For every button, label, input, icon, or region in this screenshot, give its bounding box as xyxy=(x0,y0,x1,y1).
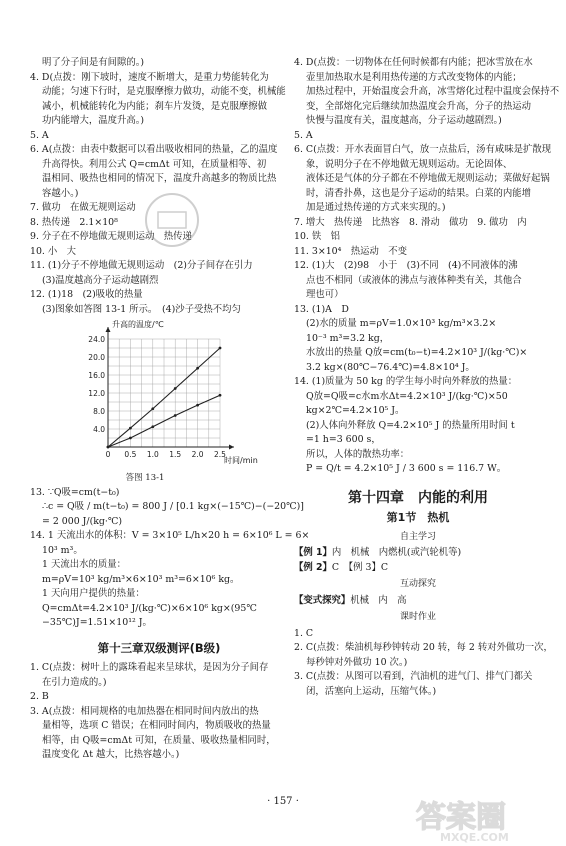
answer-text: C 【例 3】C xyxy=(331,561,389,573)
answer-line: 水放出的热量 Q放=cm(t₀−t)=4.2×10³ J/(kg·℃)× xyxy=(306,347,528,358)
data-point xyxy=(174,387,177,390)
homework-line: 闭，活塞向上运动，压缩气体。) xyxy=(306,685,437,697)
x-tick-label: 1.5 xyxy=(169,450,182,459)
answer-line: m=ρV=10³ kg/m³×6×10³ m³=6×10⁶ kg。 xyxy=(42,573,240,585)
data-point xyxy=(151,425,154,428)
answer-line: 11. 3×10⁴ 热运动 不变 xyxy=(294,245,408,257)
x-axis-label: 时间/min xyxy=(224,456,258,465)
answer-line: 1 天流出水的质量： xyxy=(42,559,126,570)
x-tick-label: 0.5 xyxy=(124,450,137,459)
answer-line: ∴c = Q吸 / m(t−t₀) = 800 J / [0.1 kg×(−15℃)−(−20℃)] xyxy=(42,501,304,512)
answer-line: 壶里加热取水是利用热传递的方式改变物体的内能； xyxy=(306,71,522,83)
answer-line: 快慢与温度有关，温度越高，分子运动越剧烈。) xyxy=(306,115,502,126)
temperature-chart xyxy=(70,319,258,469)
answer-line: 5. A xyxy=(294,129,313,141)
answer-line: 象，说明分子在不停地做无规则运动。无论固体、 xyxy=(306,158,513,170)
data-point xyxy=(151,407,154,410)
answer-line: 减小，机械能转化为内能；刹车片发烫，是克服摩擦做 xyxy=(42,100,268,112)
answer-line: 4. D(点拨：一切物体在任何时候都有内能；把冰雪放在水 xyxy=(294,57,533,68)
answer-line: 功内能增大，温度升高。) xyxy=(42,115,145,126)
data-point xyxy=(196,404,199,407)
answer-line: 13. (1)A D xyxy=(294,303,349,315)
page-number: · 157 · xyxy=(267,796,299,807)
answer-line: 10³ m³。 xyxy=(42,544,83,556)
answer-line: 变，全部熔化完后继续加热温度会升高，分子的热运动 xyxy=(306,100,532,112)
answer-line: 1. C(点拨：树叶上的露珠看起来呈球状，是因为分子间存 xyxy=(30,662,269,673)
data-point xyxy=(129,427,132,430)
lesson-title: 第1节 热机 xyxy=(386,511,450,524)
answer-line: 7. 增大 热传递 比热容 8. 滑动 做功 9. 做功 内 xyxy=(294,216,527,228)
answer-line: 13. ∵Q吸=cm(t−t₀) xyxy=(30,486,120,498)
tagged-answer xyxy=(294,594,542,609)
chart-figure xyxy=(30,319,288,486)
answer-line: (3)图象如答图 13-1 所示。 (4)沙子受热不均匀 xyxy=(42,303,241,315)
answer-line: 12. (1)大 (2)98 小于 (3)不同 (4)不同液体的沸 xyxy=(294,260,518,271)
data-point xyxy=(174,414,177,417)
homework-heading: 课时作业 xyxy=(399,612,436,622)
answer-line: 3.2 kg×(80℃−76.4℃)=4.8×10⁴ J。 xyxy=(306,361,475,373)
data-point xyxy=(219,347,222,350)
chart-caption: 答图 13-1 xyxy=(125,473,165,483)
y-tick-label: 8.0 xyxy=(93,407,105,416)
answer-line: (2)水的质量 m=ρV=1.0×10³ kg/m³×3.2× xyxy=(306,318,497,329)
answer-line: −35℃)J=1.51×10¹² J。 xyxy=(42,617,152,628)
self-study-items xyxy=(294,546,542,575)
chart-area xyxy=(70,319,258,469)
y-tick-label: 4.0 xyxy=(93,425,105,434)
data-point xyxy=(107,446,110,449)
y-tick-label: 16.0 xyxy=(88,371,105,380)
svg-text:答案圈: 答案圈 xyxy=(416,800,506,835)
answer-line: 液体还是气体的分子都在不停地做无规则运动；菜做好起锅 xyxy=(306,173,550,184)
answer-line: 相等，由 Q吸=cmΔt 可知，在质量、吸收热量相同时， xyxy=(42,734,276,746)
answer-line: 量相等，选项 C 错误；在相同时间内，物质吸收的热量 xyxy=(42,720,271,731)
answers-block-1 xyxy=(30,56,288,317)
y-axis-label: 升高的温度/℃ xyxy=(112,320,164,329)
tagged-answer xyxy=(294,561,542,576)
answer-line: 3. A(点拨：相同规格的电加热器在相同时间内放出的热 xyxy=(30,705,259,717)
homework-line: 3. C(点拨：从图可以看到，汽油机的进气门、排气门都关 xyxy=(294,671,533,682)
homework-line: 每秒钟对外做功 10 次。) xyxy=(306,656,408,668)
answer-line: kg×2℃=4.2×10⁵ J。 xyxy=(306,405,405,416)
answer-line: 明了分子间是有间隙的。) xyxy=(42,57,145,68)
interactive-heading: 互动探究 xyxy=(399,579,436,589)
answer-line: 8. 热传递 2.1×10⁸ xyxy=(30,216,118,228)
answer-line: 1 天向用户提供的热量： xyxy=(42,588,145,599)
y-tick-label: 24.0 xyxy=(88,335,105,344)
answer-tag: 【例 1】 xyxy=(294,547,332,558)
data-point xyxy=(129,437,132,440)
answer-line: 动能；匀速下行时，是克服摩擦力做功，动能不变，机械能 xyxy=(42,86,286,97)
data-point xyxy=(196,367,199,370)
x-tick-label: 0 xyxy=(105,450,111,459)
answers-block-right xyxy=(294,56,560,477)
data-point xyxy=(219,394,222,397)
watermark-logo xyxy=(410,795,560,843)
answer-line: 10⁻³ m³=3.2 kg， xyxy=(306,332,390,344)
y-axis-arrow xyxy=(106,327,111,332)
answer-line: 温相同、吸热也相同的情况下，温度升高越多的物质比热 xyxy=(42,173,277,184)
answer-line: (3)温度越高分子运动越剧烈 xyxy=(42,274,159,286)
answers-block-2 xyxy=(30,486,310,631)
section-b-title: 第十三章双级测评(B级) xyxy=(97,640,221,655)
answer-text: 内 机械 内燃机(或汽轮机等) xyxy=(331,547,462,558)
stamp-seal xyxy=(142,190,202,250)
homework-line: 2. C(点拨：柴油机每秒钟转动 20 转，每 2 转对外做功一次， xyxy=(294,642,553,653)
answer-line: Q放=Q吸=c水m水Δt=4.2×10³ J/(kg·℃)×50 xyxy=(306,390,508,402)
answer-line: Q=cmΔt=4.2×10³ J/(kg·℃)×6×10⁶ kg×(95℃ xyxy=(42,602,257,614)
answer-line: 点也不相同（或液体的沸点与液体种类有关，其他合 xyxy=(306,274,522,286)
x-tick-label: 1.0 xyxy=(146,450,159,459)
answer-line: 时，清香扑鼻，这也是分子运动的结果。白菜的内能增 xyxy=(306,187,532,199)
tagged-answer xyxy=(294,546,542,561)
x-tick-label: 2.0 xyxy=(191,450,204,459)
answer-line: 7. 做功 在做无规则运动 xyxy=(30,202,136,213)
y-tick-label: 20.0 xyxy=(88,353,105,362)
answer-tag: 【例 2】 xyxy=(294,561,332,573)
self-study-heading: 自主学习 xyxy=(399,531,436,542)
answer-line: 6. A(点拨：由表中数据可以看出吸收相同的热量，乙的温度 xyxy=(30,144,278,155)
answer-line: 温度变化 Δt 越大，比热容越小。) xyxy=(42,749,180,760)
y-tick-label: 12.0 xyxy=(88,389,105,398)
answer-line: 9. 分子在不停地做无规则运动 热传递 xyxy=(30,231,192,242)
answer-line: = 2 000 J/(kg·℃) xyxy=(42,515,123,527)
x-tick-label: 2.5 xyxy=(214,450,226,459)
answer-line: 4. D(点拨：刚下坡时，速度不断增大，是重力势能转化为 xyxy=(30,71,269,83)
answer-line: 10. 小 大 xyxy=(30,245,77,257)
right-column xyxy=(294,56,560,699)
answer-line: 5. A xyxy=(30,129,49,141)
answer-line: 14. 1 天流出水的体积：V = 3×10⁵ L/h×20 h = 6×10⁶ L = 6× xyxy=(30,530,310,541)
answer-line: 理也可） xyxy=(306,289,344,300)
answer-line: 14. (1)质量为 50 kg 的学生每小时向外释放的热量： xyxy=(294,376,518,387)
answer-line: 12. (1)18 (2)吸收的热量 xyxy=(30,289,143,300)
answer-line: 所以，人体的散热功率： xyxy=(306,448,410,460)
left-column xyxy=(30,56,310,763)
homework-items xyxy=(294,627,553,700)
interactive-items xyxy=(294,594,542,609)
answer-line: 在引力造成的。) xyxy=(42,676,107,688)
answer-line: 10. 铁 铝 xyxy=(294,231,341,242)
answer-line: 升高得快。利用公式 Q=cmΔt 可知，在质量相等、初 xyxy=(42,158,267,170)
answer-line: =1 h=3 600 s， xyxy=(306,434,381,445)
homework-line: 1. C xyxy=(294,627,314,639)
answer-line: (2)人体向外释放 Q=4.2×10⁵ J 的热量所用时间 t xyxy=(306,419,515,431)
x-axis-arrow xyxy=(229,445,234,450)
answer-line: 11. (1)分子不停地做无规则运动 (2)分子间存在引力 xyxy=(30,260,253,271)
answer-tag: 【变式探究】 xyxy=(294,594,351,606)
answer-line: 2. B xyxy=(30,691,49,702)
answer-text: 机械 内 高 xyxy=(350,594,407,606)
answer-line: P = Q/t = 4.2×10⁵ J / 3 600 s = 116.7 W。 xyxy=(306,463,507,474)
chapter-title: 第十四章 内能的利用 xyxy=(348,489,488,506)
answer-line: 加是通过热传递的方式来实现的。) xyxy=(306,202,446,213)
answers-block-3 xyxy=(30,661,288,763)
answer-line: 6. C(点拨：开水表面冒白气，放一点盐后，汤有咸味是扩散现 xyxy=(294,144,552,155)
answer-line: 加热过程中，开始温度会升高，冰雪熔化过程中温度会保持不 xyxy=(306,86,560,97)
svg-text:MXQE.COM: MXQE.COM xyxy=(440,831,509,844)
answer-line: 容越小。) xyxy=(42,187,79,199)
